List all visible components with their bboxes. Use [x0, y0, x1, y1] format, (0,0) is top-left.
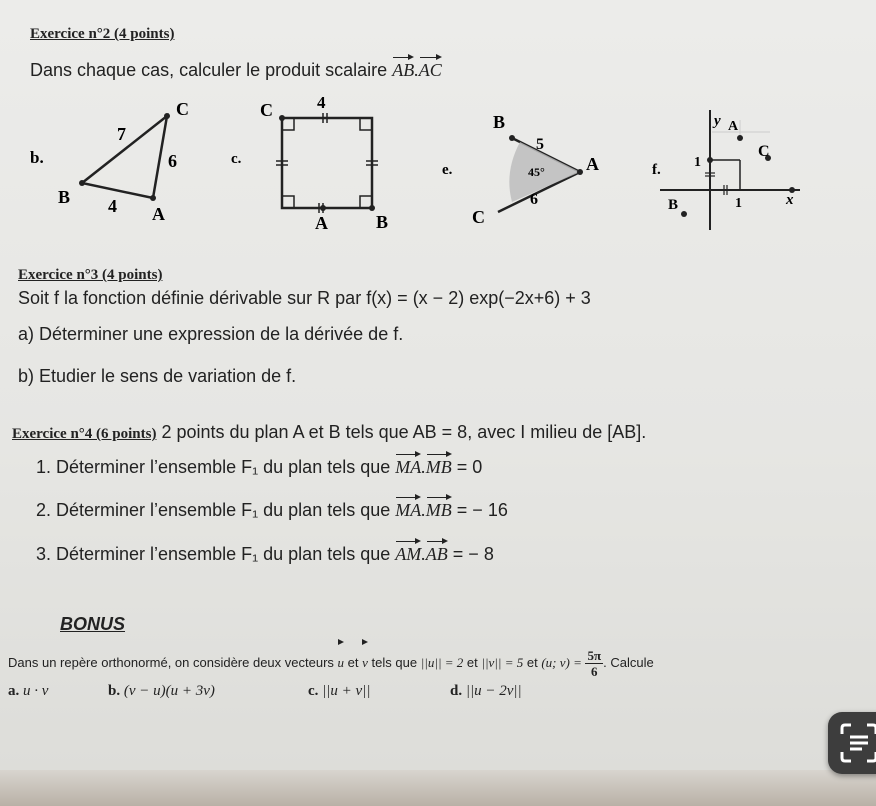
- svg-text:A: A: [728, 119, 739, 134]
- figures-area: [0, 90, 876, 240]
- exercise-3-question-b: b) Etudier le sens de variation de f.: [18, 366, 297, 386]
- figure-c-label: c.: [231, 151, 242, 167]
- svg-text:5: 5: [536, 136, 544, 153]
- svg-text:45°: 45°: [528, 165, 545, 179]
- bonus-fraction: $\frac{5\pi}{6}$: [587, 648, 602, 680]
- bonus-item-d: d. ||u − 2v||: [450, 683, 522, 699]
- exercise-3-title: Exercice n°3 (4 points): [18, 267, 163, 283]
- exercise-4-header: [12, 422, 646, 443]
- svg-text:6: 6: [530, 191, 538, 208]
- svg-text:A: A: [586, 154, 599, 174]
- bonus-item-c: c. ||u + v||: [308, 683, 371, 699]
- svg-text:C: C: [176, 99, 189, 119]
- exercise-3-question-a: a) Déterminer une expression de la dérivée de f.: [18, 324, 404, 344]
- svg-text:A: A: [315, 213, 328, 233]
- text-scan-icon: [828, 712, 876, 774]
- bonus-item-b: b. (v − u)(u + 3v): [108, 683, 215, 699]
- text-scan-button[interactable]: [828, 712, 876, 774]
- figure-e-label: e.: [442, 162, 453, 178]
- figure-f-label: f.: [652, 162, 661, 178]
- svg-text:C: C: [472, 207, 485, 227]
- svg-text:B: B: [58, 187, 71, 207]
- figure-f-grid: [652, 110, 800, 230]
- svg-text:7: 7: [117, 124, 126, 144]
- svg-text:A: A: [152, 204, 165, 224]
- svg-text:B: B: [493, 112, 506, 132]
- svg-text:4: 4: [108, 196, 117, 216]
- exercise-4-item-2: 2. Déterminer l’ensemble F₁ du plan tels que MA.MB = − 16: [36, 500, 508, 520]
- bonus-statement: Dans un repère orthonormé, on considère deux vecteurs u et v tels que ||u|| = 2 et ||v|| = 5 et (u; v) = $\frac{5\pi}{6}$ . Calcule: [8, 645, 654, 681]
- svg-text:x: x: [786, 192, 794, 208]
- svg-text:6: 6: [168, 151, 177, 171]
- svg-text:C: C: [260, 100, 273, 120]
- svg-text:B: B: [376, 212, 389, 232]
- background-surface: [0, 770, 876, 806]
- svg-text:1: 1: [735, 196, 742, 211]
- exercise-2-instruction: Dans chaque cas, calculer le produit scalaire AB.AC: [30, 60, 442, 80]
- exercise-4-intro: 2 points du plan A et B tels que AB = 8, avec I milieu de [AB].: [156, 422, 647, 442]
- exercise-4-item-1: 1. Déterminer l’ensemble F₁ du plan tels que MA.MB = 0: [36, 457, 483, 477]
- figure-e-angle: [442, 112, 599, 227]
- svg-text:C: C: [758, 143, 770, 160]
- figure-c-square: [231, 93, 388, 233]
- exercise-4-item-3: 3. Déterminer l’ensemble F₁ du plan tels que AM.AB = − 8: [36, 544, 494, 564]
- svg-text:1: 1: [694, 155, 701, 170]
- svg-text:B: B: [668, 197, 679, 213]
- figure-b-triangle: [30, 99, 189, 224]
- svg-text:4: 4: [317, 93, 326, 112]
- exercise-3-statement: Soit f la fonction définie dérivable sur R par f(x) = (x − 2) exp(−2x+6) + 3: [18, 288, 591, 308]
- figure-b-label: b.: [30, 148, 44, 167]
- svg-text:y: y: [714, 113, 721, 129]
- exercise-2-title: Exercice n°2 (4 points): [30, 26, 175, 42]
- exercise-4-title: Exercice n°4 (6 points): [12, 426, 157, 442]
- bonus-item-a: a. u · v: [8, 683, 49, 699]
- bonus-title: BONUS: [60, 614, 126, 634]
